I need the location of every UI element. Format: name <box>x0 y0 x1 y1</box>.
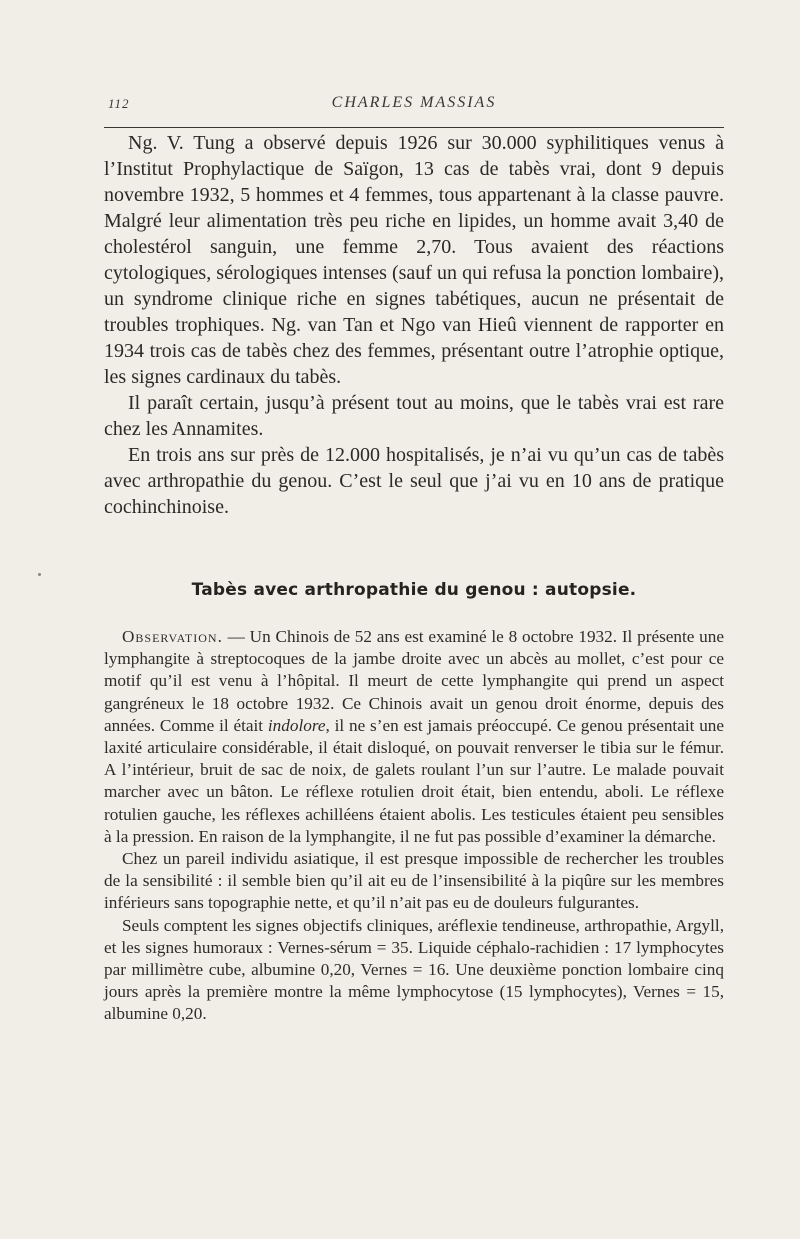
section-heading: Tabès avec arthropathie du genou : autopsie. <box>191 580 637 600</box>
observation-dash: — <box>222 627 250 646</box>
observation-label: Observation. <box>122 627 223 646</box>
running-title: CHARLES MASSIAS <box>331 94 497 111</box>
page-number: 112 <box>108 96 130 111</box>
observation-text <box>104 626 724 1026</box>
header-rule <box>104 127 724 128</box>
observation-paragraph: Seuls comptent les signes objectifs cliniques, aréflexie tendineuse, arthropathie, Argyll, et les signes humoraux : Vernes-sérum = 35. Liquide céphalo-rachidien : 17 lymphocytes par millimètre cube, albumine 0,20, Vernes = 16. Une deuxième ponction lombaire cinq jours après la première montre la même lymphocytose (15 lymphocytes), Vernes = 15, albumine 0,20. <box>104 915 724 1024</box>
observation-text-part: Un Chinois de 52 ans est examiné le 8 octobre 1932. Il présente une lymphangite à streptocoques de la jambe droite avec un abcès au mollet, c’est pour ce motif qu’il est venu à l’hôpital. Il meurt de cette lymphangite qui prend un aspect gangréneux le 18 octobre 1932. Ce Chinois avait un genou droit énorme, depuis des années. Comme il était <box>104 627 725 735</box>
running-head <box>104 90 724 120</box>
paragraph: Ng. V. Tung a observé depuis 1926 sur 30.000 syphilitiques venus à l’Institut Prophylactique de Saïgon, 13 cas de tabès vrai, dont 9 depuis novembre 1932, 5 hommes et 4 femmes, tous appartenant à la classe pauvre. Malgré leur alimentation très peu riche en lipides, un homme avait 3,40 de cholestérol sanguin, une femme 2,70. Tous avaient des réactions cytologiques, sérologiques intenses (sauf un qui refusa la ponction lombaire), un syndrome clinique riche en signes tabétiques, aucun ne présentait de troubles trophiques. Ng. van Tan et Ngo van Hieû viennent de rapporter en 1934 trois cas de tabès chez des femmes, présentant outre l’atrophie optique, les signes cardinaux du tabès. <box>104 132 724 388</box>
intro-text <box>104 130 724 520</box>
margin-mark <box>38 573 41 576</box>
observation-paragraph <box>104 626 724 848</box>
paragraph: Il paraît certain, jusqu’à présent tout au moins, que le tabès vrai est rare chez les Annamites. <box>104 392 724 440</box>
paragraph: En trois ans sur près de 12.000 hospitalisés, je n’ai vu qu’un cas de tabès avec arthropathie du genou. C’est le seul que j’ai vu en 10 ans de pratique cochinchinoise. <box>104 444 724 518</box>
observation-paragraph: Chez un pareil individu asiatique, il est presque impossible de rechercher les troubles de la sensibilité : il semble bien qu’il ait eu de l’insensibilité à la piqûre sur les membres inférieurs sans topographie nette, et qu’il n’ait pas eu de douleurs fulgurantes. <box>104 849 724 913</box>
italic-term: indolore <box>267 715 326 735</box>
observation-text-part: , il ne s’en est jamais préoccupé. Ce genou présentait une laxité articulaire considérable, il était disloqué, on pouvait renverser le tibia sur le fémur. A l’intérieur, bruit de sac de noix, de galets roulant l’un sur l’autre. Le malade pouvait marcher avec un bâton. Le réflexe rotulien droit était, bien entendu, aboli. Le réflexe rotulien gauche, les réflexes achilléens étaient abolis. Les testicules étaient peu sensibles à la pression. En raison de la lymphangite, il ne fut pas possible d’examiner la démarche. <box>104 715 725 846</box>
